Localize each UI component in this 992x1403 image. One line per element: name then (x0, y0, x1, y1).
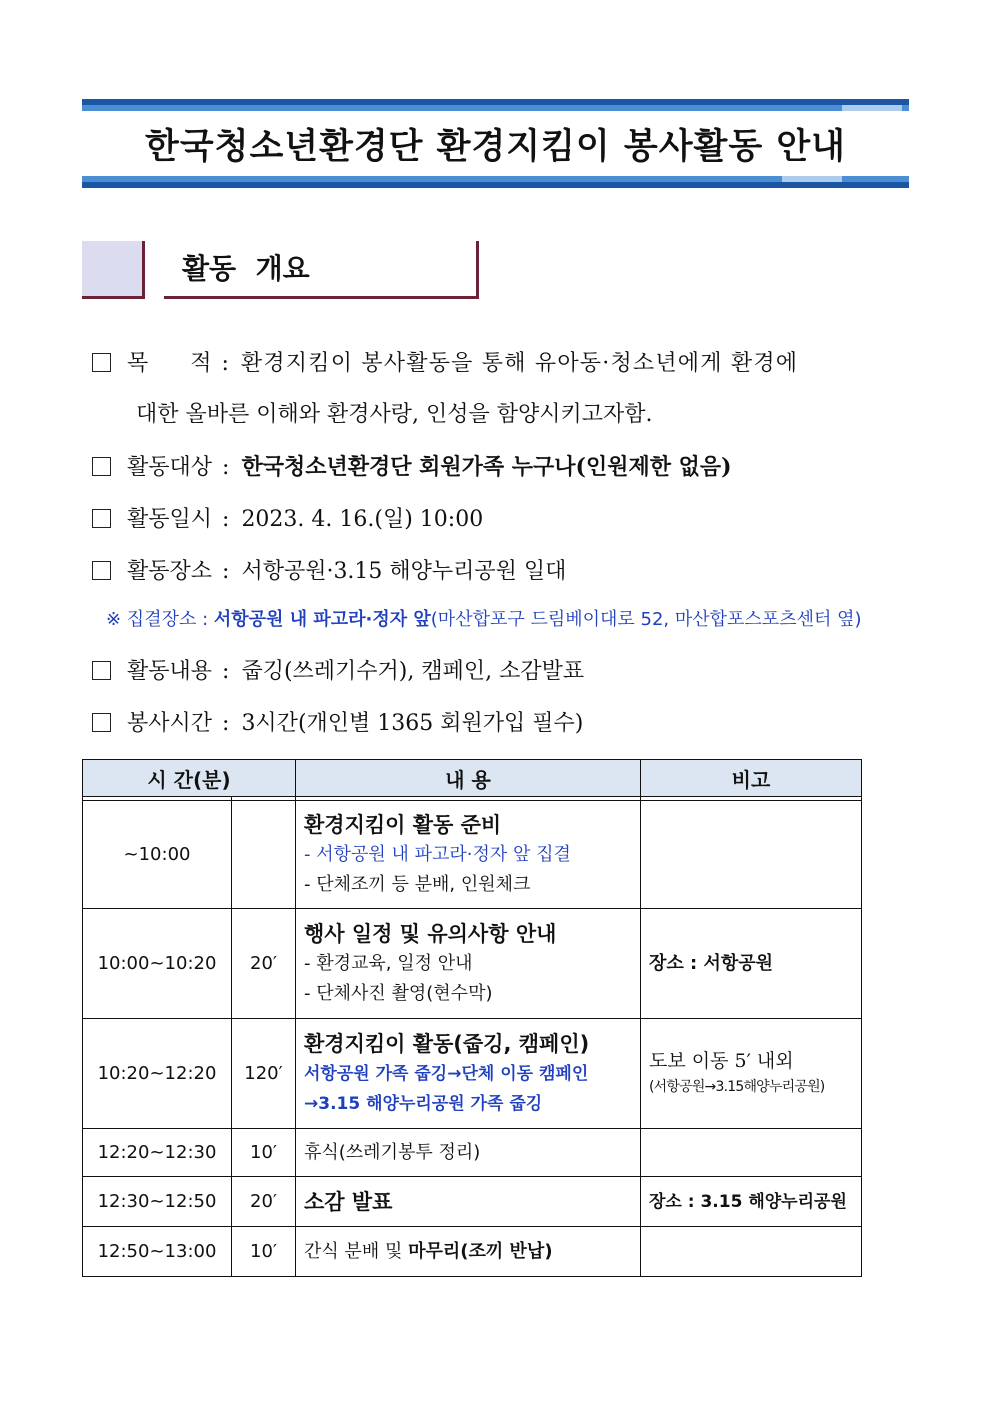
table-row (83, 909, 862, 1019)
checkbox-icon (92, 353, 111, 372)
table-row (83, 1019, 862, 1129)
content-line: 활동내용 : 줍깅(쓰레기수거), 캠페인, 소감발표 (92, 654, 922, 685)
place-value: 서항공원·3.15 해양누리공원 일대 (241, 559, 567, 584)
row-note (641, 801, 862, 909)
purpose-line2 (136, 397, 966, 428)
row-minutes: 20′ (232, 909, 296, 1019)
row-note-text: 장소 : 3.15 해양누리공원 (649, 1191, 847, 1212)
schedule-table (82, 759, 862, 1277)
row-detail: →3.15 해양누리공원 가족 줍깅 (304, 1093, 543, 1114)
datetime-label: 활동일시 (127, 507, 213, 532)
row-minutes: 10′ (232, 1129, 296, 1177)
hours-line: 봉사시간 : 3시간(개인별 1365 회원가입 필수) (92, 706, 922, 737)
row-detail: - 환경교육, 일정 안내 (304, 952, 473, 974)
table-row (83, 801, 862, 909)
row-time: 10:20~12:20 (83, 1019, 232, 1129)
row-time: 12:50~13:00 (83, 1227, 232, 1277)
section-marker-box (82, 241, 145, 299)
row-detail: - 단체사진 촬영(현수막) (304, 982, 493, 1004)
content-label: 활동내용 (127, 659, 213, 684)
meeting-note (106, 605, 862, 631)
datetime-value: 2023. 4. 16.(일) 10:00 (241, 507, 484, 532)
row-time: 12:20~12:30 (83, 1129, 232, 1177)
row-detail: 서항공원 가족 줍깅→단체 이동 캠페인 (304, 1063, 589, 1084)
row-title: 행사 일정 및 유의사항 안내 (304, 921, 557, 946)
checkbox-icon (92, 509, 111, 528)
purpose-value-line1: 환경지킴이 봉사활동을 통해 유아동·청소년에게 환경에 (240, 351, 799, 376)
row-title: 환경지킴이 활동(줍깅, 캠페인) (304, 1031, 590, 1056)
meeting-address: (마산합포구 드림베이대로 52, 마산합포스포츠센터 옆) (430, 609, 862, 630)
section-title: 활동 개요 (182, 252, 310, 285)
purpose-value-line2: 대한 올바른 이해와 환경사랑, 인성을 함양시키고자함. (136, 402, 653, 427)
target-line: 활동대상 : 한국청소년환경단 회원가족 누구나(인원제한 없음) (92, 450, 922, 481)
title-bar-bottom-dark (82, 182, 909, 188)
checkbox-icon (92, 713, 111, 732)
table-row (83, 1177, 862, 1227)
row-note (641, 1019, 862, 1129)
row-minutes (232, 801, 296, 909)
row-content (296, 801, 641, 909)
row-title: 휴식(쓰레기봉투 정리) (304, 1141, 481, 1163)
row-minutes: 120′ (232, 1019, 296, 1129)
row-content (296, 1177, 641, 1227)
place-label: 활동장소 (127, 559, 213, 584)
content-value: 줍깅(쓰레기수거), 캠페인, 소감발표 (241, 659, 585, 684)
hours-value: 3시간(개인별 1365 회원가입 필수) (241, 711, 584, 736)
row-minutes: 10′ (232, 1227, 296, 1277)
meeting-prefix: ※ 집결장소 : (106, 609, 214, 630)
header-note: 비고 (641, 760, 862, 797)
target-label: 활동대상 (127, 455, 213, 480)
hours-label: 봉사시간 (127, 711, 213, 736)
row-content (296, 1129, 641, 1177)
row-content (296, 1227, 641, 1277)
row-note-subtext: (서항공원→3.15해양누리공원) (649, 1078, 825, 1095)
header-content: 내 용 (296, 760, 641, 797)
row-time: 12:30~12:50 (83, 1177, 232, 1227)
row-note (641, 1177, 862, 1227)
row-content (296, 1019, 641, 1129)
checkbox-icon (92, 457, 111, 476)
row-content (296, 909, 641, 1019)
row-title-plain: 간식 분배 및 (304, 1240, 409, 1262)
row-detail: - 서항공원 내 파고라·정자 앞 집결 (304, 843, 571, 865)
place-line: 활동장소 : 서항공원·3.15 해양누리공원 일대 (92, 554, 922, 585)
row-time: 10:00~10:20 (83, 909, 232, 1019)
row-time: ~10:00 (83, 801, 232, 909)
table-row (83, 1129, 862, 1177)
row-title: 소감 발표 (304, 1189, 393, 1214)
header-time: 시 간(분) (83, 760, 296, 797)
row-minutes: 20′ (232, 1177, 296, 1227)
page-title: 한국청소년환경단 환경지킴이 봉사활동 안내 (145, 127, 846, 167)
purpose-label: 목 적 (127, 351, 212, 376)
purpose-line: 목 적 : 환경지킴이 봉사활동을 통해 유아동·청소년에게 환경에 (92, 346, 922, 377)
row-note-text: 도보 이동 5′ 내외 (649, 1049, 794, 1072)
target-value: 한국청소년환경단 회원가족 누구나(인원제한 없음) (241, 454, 732, 480)
row-note-text: 장소 : 서항공원 (649, 952, 774, 974)
table-header-row (83, 760, 862, 797)
checkbox-icon (92, 661, 111, 680)
title-bar-top-light (82, 105, 909, 111)
table-row (83, 1227, 862, 1277)
row-note (641, 1129, 862, 1177)
checkbox-icon (92, 561, 111, 580)
row-note (641, 909, 862, 1019)
row-note (641, 1227, 862, 1277)
meeting-place: 서항공원 내 파고라·정자 앞 (213, 609, 431, 630)
datetime-line: 활동일시 : 2023. 4. 16.(일) 10:00 (92, 502, 922, 533)
section-header (164, 241, 479, 299)
row-title-bold: 마무리(조끼 반납) (408, 1240, 553, 1262)
row-title: 환경지킴이 활동 준비 (304, 812, 502, 837)
row-detail: - 단체조끼 등 분배, 인원체크 (304, 873, 531, 895)
